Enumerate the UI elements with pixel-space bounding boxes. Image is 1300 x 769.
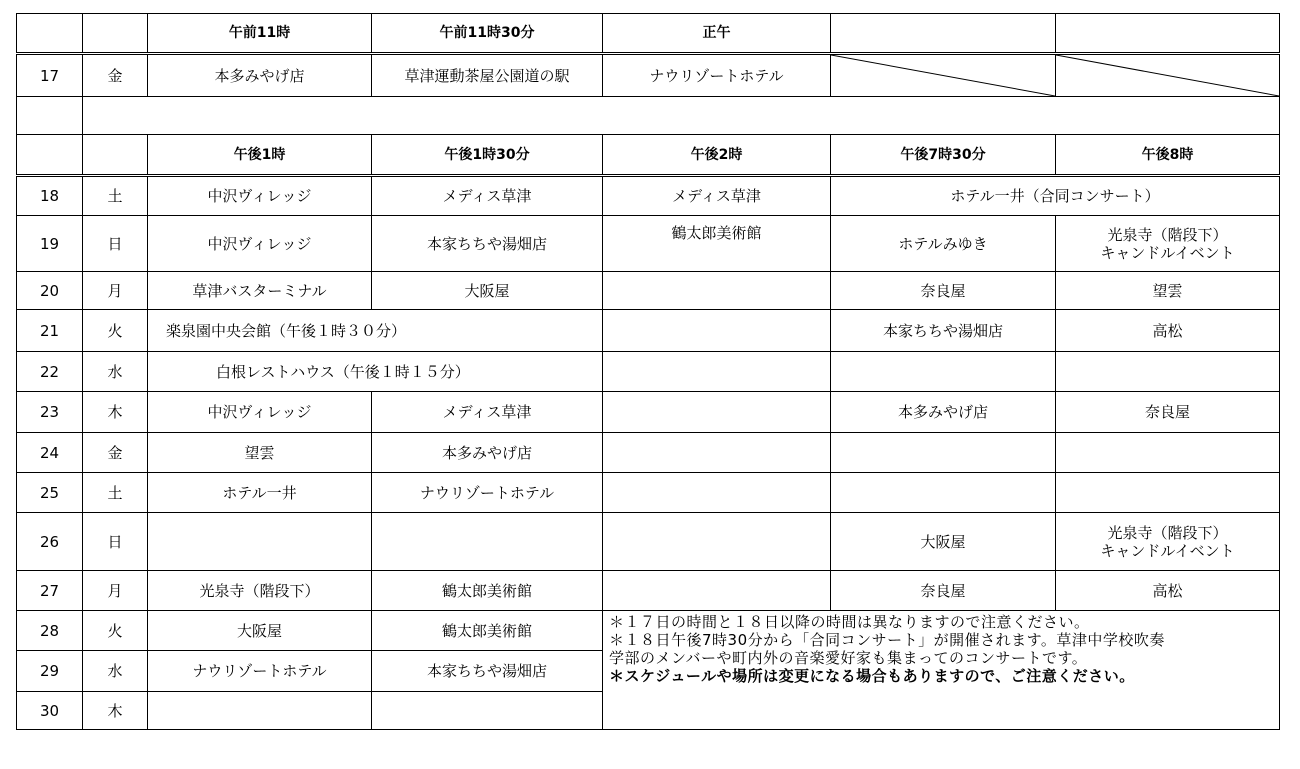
day-of-week: 金 bbox=[83, 433, 148, 473]
note-line: ＊スケジュールや場所は変更になる場合もありますので、ご注意ください。 bbox=[609, 667, 1135, 685]
day-of-week: 水 bbox=[83, 352, 148, 392]
venue-cell bbox=[1056, 513, 1280, 571]
venue-cell: 大阪屋 bbox=[148, 611, 372, 651]
empty-cell bbox=[603, 352, 831, 392]
venue-cell: ホテル一井（合同コンサート） bbox=[831, 176, 1280, 216]
venue-line: 光泉寺（階段下） bbox=[1107, 225, 1228, 244]
venue-cell: 大阪屋 bbox=[831, 513, 1056, 571]
venue-cell: ナウリゾートホテル bbox=[148, 651, 372, 692]
venue-cell: 奈良屋 bbox=[1056, 392, 1280, 433]
venue-cell: 本多みやげ店 bbox=[148, 54, 372, 97]
day-number: 21 bbox=[17, 310, 83, 352]
day-number: 19 bbox=[17, 216, 83, 272]
day-of-week: 月 bbox=[83, 272, 148, 310]
header-time: 午後1時 bbox=[148, 135, 372, 176]
venue-cell: 本家ちちや湯畑店 bbox=[372, 651, 603, 692]
day-of-week: 土 bbox=[83, 176, 148, 216]
venue-line: キャンドルイベント bbox=[1100, 541, 1235, 560]
empty-cell bbox=[603, 272, 831, 310]
day-number: 25 bbox=[17, 473, 83, 513]
schedule-table bbox=[16, 13, 1280, 730]
note-line: ＊１７日の時間と１８日以降の時間は異なりますので注意ください。 bbox=[609, 613, 1090, 631]
venue-cell: 本家ちちや湯畑店 bbox=[372, 216, 603, 272]
empty-cell bbox=[603, 392, 831, 433]
day-number: 17 bbox=[17, 54, 83, 97]
empty-cell bbox=[372, 513, 603, 571]
day-number: 30 bbox=[17, 692, 83, 730]
header-time: 午後2時 bbox=[603, 135, 831, 176]
venue-cell: 中沢ヴィレッジ bbox=[148, 392, 372, 433]
header-time: 午後7時30分 bbox=[831, 135, 1056, 176]
header-time: 正午 bbox=[603, 14, 831, 54]
table-row bbox=[17, 310, 1280, 352]
day-number: 29 bbox=[17, 651, 83, 692]
header-time: 午前11時30分 bbox=[372, 14, 603, 54]
venue-cell: 本家ちちや湯畑店 bbox=[831, 310, 1056, 352]
header-blank bbox=[831, 14, 1056, 54]
venue-cell: メディス草津 bbox=[372, 176, 603, 216]
day-of-week: 木 bbox=[83, 392, 148, 433]
venue-cell: ナウリゾートホテル bbox=[603, 54, 831, 97]
table-row bbox=[17, 352, 1280, 392]
table-row bbox=[17, 513, 1280, 571]
empty-cell bbox=[603, 310, 831, 352]
venue-line: キャンドルイベント bbox=[1100, 243, 1235, 262]
crossed-out-cell bbox=[831, 54, 1056, 97]
table-row bbox=[17, 272, 1280, 310]
table-row bbox=[17, 433, 1280, 473]
empty-cell bbox=[831, 433, 1056, 473]
header-time: 午後8時 bbox=[1056, 135, 1280, 176]
venue-cell: 望雲 bbox=[148, 433, 372, 473]
table-row bbox=[17, 54, 1280, 97]
day-of-week: 水 bbox=[83, 651, 148, 692]
day-of-week: 金 bbox=[83, 54, 148, 97]
note-line: 学部のメンバーや町内外の音楽愛好家も集まってのコンサートです。 bbox=[609, 649, 1088, 667]
header-time: 午後1時30分 bbox=[372, 135, 603, 176]
header-blank bbox=[17, 135, 83, 176]
spacer-cell bbox=[83, 97, 1280, 135]
venue-cell: 高松 bbox=[1056, 571, 1280, 611]
table-row bbox=[17, 571, 1280, 611]
empty-cell bbox=[831, 473, 1056, 513]
day-number: 28 bbox=[17, 611, 83, 651]
day-number: 27 bbox=[17, 571, 83, 611]
venue-cell: 鶴太郎美術館 bbox=[372, 571, 603, 611]
venue-cell: 望雲 bbox=[1056, 272, 1280, 310]
table-row bbox=[17, 216, 1280, 272]
venue-cell: 本多みやげ店 bbox=[372, 433, 603, 473]
empty-cell bbox=[603, 473, 831, 513]
day-number: 18 bbox=[17, 176, 83, 216]
venue-cell: 草津運動茶屋公園道の駅 bbox=[372, 54, 603, 97]
empty-cell bbox=[1056, 352, 1280, 392]
day-of-week: 土 bbox=[83, 473, 148, 513]
day-of-week: 日 bbox=[83, 216, 148, 272]
table-row bbox=[17, 473, 1280, 513]
venue-cell: 鶴太郎美術館 bbox=[603, 216, 831, 272]
day-number: 23 bbox=[17, 392, 83, 433]
day-number: 24 bbox=[17, 433, 83, 473]
empty-cell bbox=[603, 513, 831, 571]
spacer-row bbox=[17, 97, 1280, 135]
notes-box bbox=[603, 611, 1280, 730]
venue-line: 光泉寺（階段下） bbox=[1107, 523, 1228, 542]
empty-cell bbox=[603, 571, 831, 611]
day-of-week: 月 bbox=[83, 571, 148, 611]
day-of-week: 日 bbox=[83, 513, 148, 571]
day-of-week: 木 bbox=[83, 692, 148, 730]
venue-cell: 白根レストハウス（午後１時１５分） bbox=[148, 352, 603, 392]
header-blank bbox=[17, 14, 83, 54]
empty-cell bbox=[372, 692, 603, 730]
empty-cell bbox=[1056, 473, 1280, 513]
table-row bbox=[17, 611, 1280, 651]
venue-cell: 中沢ヴィレッジ bbox=[148, 176, 372, 216]
venue-cell bbox=[1056, 216, 1280, 272]
header-row-afternoon bbox=[17, 135, 1280, 176]
venue-cell: 鶴太郎美術館 bbox=[372, 611, 603, 651]
venue-cell: 奈良屋 bbox=[831, 571, 1056, 611]
header-row-morning bbox=[17, 14, 1280, 54]
venue-cell: 光泉寺（階段下） bbox=[148, 571, 372, 611]
empty-cell bbox=[603, 433, 831, 473]
empty-cell bbox=[831, 352, 1056, 392]
venue-cell: ホテルみゆき bbox=[831, 216, 1056, 272]
venue-cell: 奈良屋 bbox=[831, 272, 1056, 310]
header-blank bbox=[1056, 14, 1280, 54]
diagonal-line bbox=[831, 55, 1055, 96]
venue-cell: ホテル一井 bbox=[148, 473, 372, 513]
header-blank bbox=[83, 135, 148, 176]
venue-cell: 高松 bbox=[1056, 310, 1280, 352]
venue-cell: 中沢ヴィレッジ bbox=[148, 216, 372, 272]
note-line: ＊１８日午後7時30分から「合同コンサート」が開催されます。草津中学校吹奏 bbox=[609, 631, 1165, 649]
venue-cell: 大阪屋 bbox=[372, 272, 603, 310]
diagonal-line bbox=[1056, 55, 1279, 96]
crossed-out-cell bbox=[1056, 54, 1280, 97]
table-row bbox=[17, 176, 1280, 216]
empty-cell bbox=[148, 513, 372, 571]
venue-cell: メディス草津 bbox=[372, 392, 603, 433]
day-number: 26 bbox=[17, 513, 83, 571]
venue-cell: 本多みやげ店 bbox=[831, 392, 1056, 433]
empty-cell bbox=[148, 692, 372, 730]
day-of-week: 火 bbox=[83, 611, 148, 651]
empty-cell bbox=[1056, 433, 1280, 473]
venue-cell: ナウリゾートホテル bbox=[372, 473, 603, 513]
day-number: 20 bbox=[17, 272, 83, 310]
header-blank bbox=[83, 14, 148, 54]
day-number: 22 bbox=[17, 352, 83, 392]
spacer-cell bbox=[17, 97, 83, 135]
venue-cell: 草津バスターミナル bbox=[148, 272, 372, 310]
day-of-week: 火 bbox=[83, 310, 148, 352]
table-row bbox=[17, 392, 1280, 433]
venue-cell: メディス草津 bbox=[603, 176, 831, 216]
venue-cell: 楽泉園中央会館（午後１時３０分） bbox=[148, 310, 603, 352]
header-time: 午前11時 bbox=[148, 14, 372, 54]
